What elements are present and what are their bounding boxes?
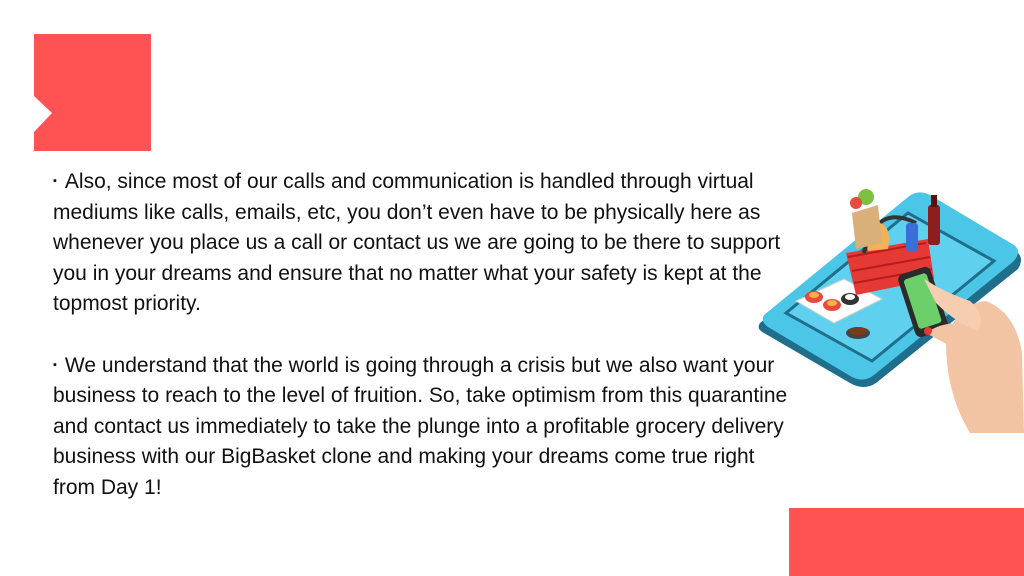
corner-accent-bottom xyxy=(789,508,1024,576)
paragraph-1 xyxy=(53,166,788,320)
paragraph-1-text: Also, since most of our calls and communication is handled through virtual mediums like calls, emails, etc, you don’t even have to be physically here as whenever you place us a call or contact us we are going to be there to support you in your dreams and ensure that no matter what your safety is kept at the topmost priority. xyxy=(53,170,781,315)
corner-accent-top xyxy=(34,34,151,151)
paragraph-2 xyxy=(53,350,788,504)
paragraph-2-text: We understand that the world is going through a crisis but we also want your business to reach to the level of fruition. So, take optimism from this quarantine and contact us immediately to take the plunge into a profitable grocery delivery business with our BigBasket clone and making your dreams come true right from Day 1! xyxy=(53,353,788,499)
bullet-icon: ▪ xyxy=(53,358,57,371)
bullet-icon: ▪ xyxy=(53,175,57,187)
slide-body xyxy=(53,166,788,533)
grocery-delivery-phone-icon xyxy=(756,183,1024,433)
